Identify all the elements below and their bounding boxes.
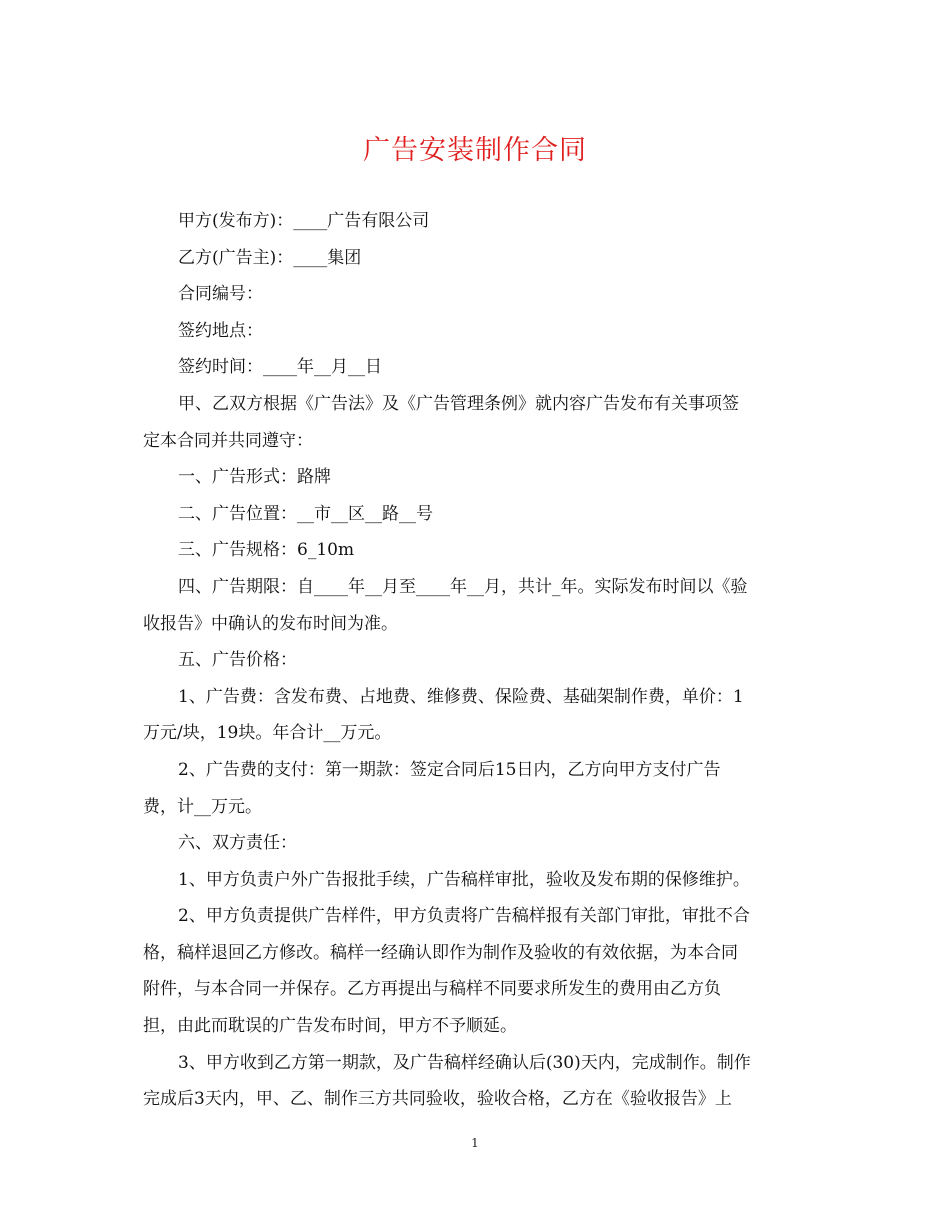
clause-line: 费，计__万元。 bbox=[143, 796, 262, 817]
paragraph-line: 定本合同并共同遵守： bbox=[143, 430, 313, 451]
clause-line: 六、双方责任： bbox=[178, 833, 297, 854]
clause-line: 收报告》中确认的发布时间为准。 bbox=[143, 613, 398, 634]
document-title: 广告安装制作合同 bbox=[363, 135, 587, 166]
clause-line: 万元/块，19块。年合计__万元。 bbox=[143, 723, 392, 744]
clause-line: 担，由此而耽误的广告发布时间，甲方不予顺延。 bbox=[143, 1016, 517, 1037]
clause-line: 三、广告规格：6_10m bbox=[178, 540, 355, 561]
clause-line: 完成后3天内，甲、乙、制作三方共同验收，验收合格，乙方在《验收报告》上 bbox=[143, 1089, 732, 1110]
contract-number-line: 合同编号： bbox=[178, 284, 263, 305]
clause-line: 2、广告费的支付：第一期款：签定合同后15日内，乙方向甲方支付广告 bbox=[178, 759, 721, 780]
clause-line: 1、广告费：含发布费、占地费、维修费、保险费、基础架制作费，单价：1 bbox=[178, 686, 744, 707]
clause-line: 一、广告形式：路牌 bbox=[178, 467, 331, 488]
party-a-line: 甲方(发布方)：____广告有限公司 bbox=[178, 211, 430, 231]
clause-line: 2、甲方负责提供广告样件，甲方负责将广告稿样报有关部门审批，审批不合 bbox=[178, 906, 750, 927]
page-number: 1 bbox=[471, 1136, 479, 1150]
clause-line: 3、甲方收到乙方第一期款，及广告稿样经确认后(30)天内，完成制作。制作 bbox=[178, 1052, 751, 1073]
clause-line: 附件，与本合同一并保存。乙方再提出与稿样不同要求所发生的费用由乙方负 bbox=[143, 979, 721, 1000]
paragraph-line: 甲、乙双方根据《广告法》及《广告管理条例》就内容广告发布有关事项签 bbox=[178, 393, 739, 414]
clause-line: 格，稿样退回乙方修改。稿样一经确认即作为制作及验收的有效依据，为本合同 bbox=[143, 942, 738, 963]
clause-line: 五、广告价格： bbox=[178, 650, 297, 671]
clause-line: 二、广告位置：__市__区__路__号 bbox=[178, 503, 433, 524]
signing-place-line: 签约地点： bbox=[178, 320, 263, 341]
document-body bbox=[143, 203, 808, 1118]
clause-line: 1、甲方负责户外广告报批手续，广告稿样审批，验收及发布期的保修维护。 bbox=[178, 869, 750, 890]
signing-date-line: 签约时间：____年__月__日 bbox=[178, 357, 382, 378]
clause-line: 四、广告期限：自____年__月至____年__月，共计_年。实际发布时间以《验 bbox=[178, 576, 748, 597]
party-b-line: 乙方(广告主)：____集团 bbox=[178, 247, 362, 268]
